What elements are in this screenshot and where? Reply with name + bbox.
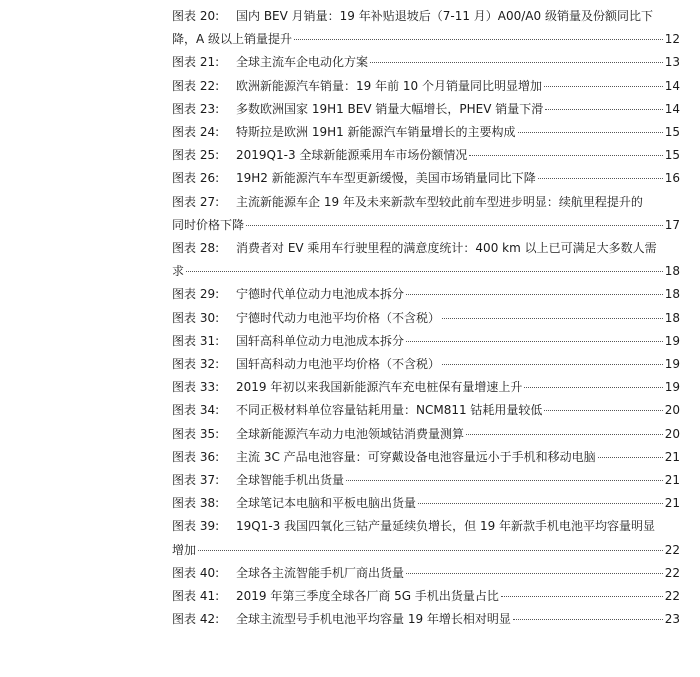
- figure-title: 国内 BEV 月销量：19 年补贴退坡后（7-11 月）A00/A0 级销量及份额同比下: [236, 9, 653, 23]
- figure-title: 全球新能源汽车动力电池领域钴消费量测算: [236, 426, 465, 441]
- page-number: 20: [664, 426, 680, 441]
- figure-label: 图表 33:: [172, 380, 220, 395]
- page-number: 22: [664, 542, 680, 557]
- figure-title: 消费者对 EV 乘用车行驶里程的满意度统计：400 km 以上已可满足大多数人需: [236, 241, 657, 255]
- page-number: 19: [664, 333, 680, 348]
- page-number: 16: [664, 171, 680, 186]
- dot-leader: [418, 503, 663, 504]
- dot-leader: [524, 387, 662, 388]
- figure-label: 图表 29:: [172, 287, 220, 302]
- dot-leader: [346, 480, 663, 481]
- figure-title: 主流新能源车企 19 年及未来新款车型较此前车型进步明显：续航里程提升的: [236, 194, 643, 209]
- page-number: 21: [664, 473, 680, 487]
- figure-title: 求: [172, 264, 185, 279]
- figure-label: 图表 34:: [172, 403, 220, 418]
- page-number: 19: [664, 357, 680, 371]
- dot-leader: [442, 318, 663, 319]
- dot-leader: [501, 596, 663, 597]
- figure-title: 主流 3C 产品电池容量：可穿戴设备电池容量远小于手机和移动电脑: [236, 449, 596, 464]
- dot-leader: [469, 155, 662, 156]
- figure-title: 多数欧洲国家 19H1 BEV 销量大幅增长，PHEV 销量下滑: [236, 101, 544, 116]
- figure-title: 国轩高科动力电池平均价格（不含税）: [236, 357, 441, 371]
- figure-title: 增加: [172, 542, 197, 557]
- figure-label: 图表 26:: [172, 171, 220, 186]
- dot-leader: [406, 294, 663, 295]
- figure-title: 19H2 新能源汽车车型更新缓慢，美国市场销量同比下降: [236, 171, 536, 186]
- figure-label: 图表 39:: [172, 519, 220, 534]
- figure-title: 同时价格下降: [172, 217, 245, 232]
- figure-title: 欧洲新能源汽车销量：19 年前 10 个月销量同比明显增加: [236, 78, 542, 93]
- figure-label: 图表 31:: [172, 333, 220, 348]
- figure-label: 图表 35:: [172, 426, 220, 441]
- figure-title: 全球各主流智能手机厂商出货量: [236, 565, 405, 580]
- page-number: 22: [664, 565, 680, 580]
- page-number: 21: [664, 496, 680, 511]
- figure-label: 图表 42:: [172, 612, 220, 627]
- figure-title: 宁德时代动力电池平均价格（不含税）: [236, 310, 441, 325]
- page-number: 18: [664, 287, 680, 302]
- page-number: 20: [664, 403, 680, 418]
- page-number: 23: [664, 612, 680, 627]
- figure-label: 图表 37:: [172, 473, 220, 487]
- page-number: 14: [664, 101, 680, 116]
- figure-label: 图表 38:: [172, 496, 220, 511]
- figure-title: 降，A 级以上销量提升: [172, 32, 293, 47]
- figure-label: 图表 23:: [172, 101, 220, 116]
- dot-leader: [544, 86, 663, 87]
- dot-leader: [198, 550, 663, 551]
- figure-title: 全球主流车企电动化方案: [236, 55, 369, 70]
- figure-label: 图表 20:: [172, 9, 220, 23]
- page-number: 17: [664, 217, 680, 232]
- dot-leader: [442, 364, 663, 365]
- page-number: 12: [664, 32, 680, 47]
- figure-label: 图表 21:: [172, 55, 220, 70]
- dot-leader: [513, 619, 663, 620]
- dot-leader: [370, 62, 663, 63]
- figure-title: 2019Q1-3 全球新能源乘用车市场份额情况: [236, 148, 468, 163]
- figure-title: 全球主流型号手机电池平均容量 19 年增长相对明显: [236, 612, 511, 627]
- dot-leader: [406, 573, 663, 574]
- figure-label: 图表 25:: [172, 148, 220, 163]
- figure-title: 不同正极材料单位容量钴耗用量：NCM811 钴耗用量较低: [236, 403, 543, 418]
- page-number: 21: [664, 449, 680, 464]
- dot-leader: [544, 410, 662, 411]
- dot-leader: [518, 132, 663, 133]
- figure-title: 2019 年初以来我国新能源汽车充电桩保有量增速上升: [236, 380, 523, 395]
- figure-label: 图表 28:: [172, 241, 220, 255]
- figure-title: 特斯拉是欧洲 19H1 新能源汽车销量增长的主要构成: [236, 125, 516, 139]
- page-number: 22: [664, 589, 680, 603]
- figure-label: 图表 30:: [172, 310, 220, 325]
- page-number: 19: [664, 380, 680, 395]
- dot-leader: [294, 39, 663, 40]
- figure-title: 全球智能手机出货量: [236, 473, 345, 487]
- figure-label: 图表 32:: [172, 357, 220, 371]
- dot-leader: [186, 271, 663, 272]
- figure-title: 国轩高科单位动力电池成本拆分: [236, 333, 405, 348]
- figure-label: 图表 27:: [172, 194, 220, 209]
- page-number: 13: [664, 55, 680, 70]
- figure-label: 图表 22:: [172, 78, 220, 93]
- figure-label: 图表 24:: [172, 125, 220, 139]
- figure-title: 2019 年第三季度全球各厂商 5G 手机出货量占比: [236, 589, 499, 603]
- dot-leader: [538, 178, 663, 179]
- page-number: 15: [664, 148, 680, 163]
- dot-leader: [545, 109, 662, 110]
- figure-title: 全球笔记本电脑和平板电脑出货量: [236, 496, 417, 511]
- page-number: 18: [664, 264, 680, 279]
- page-number: 15: [664, 125, 680, 139]
- dot-leader: [406, 341, 663, 342]
- figure-label: 图表 41:: [172, 589, 220, 603]
- figure-label: 图表 36:: [172, 449, 220, 464]
- page-number: 14: [664, 78, 680, 93]
- dot-leader: [246, 225, 663, 226]
- figure-label: 图表 40:: [172, 565, 220, 580]
- figure-title: 19Q1-3 我国四氧化三钴产量延续负增长，但 19 年新款手机电池平均容量明显: [236, 519, 656, 534]
- figure-title: 宁德时代单位动力电池成本拆分: [236, 287, 405, 302]
- dot-leader: [598, 457, 663, 458]
- dot-leader: [466, 434, 663, 435]
- page-number: 18: [664, 310, 680, 325]
